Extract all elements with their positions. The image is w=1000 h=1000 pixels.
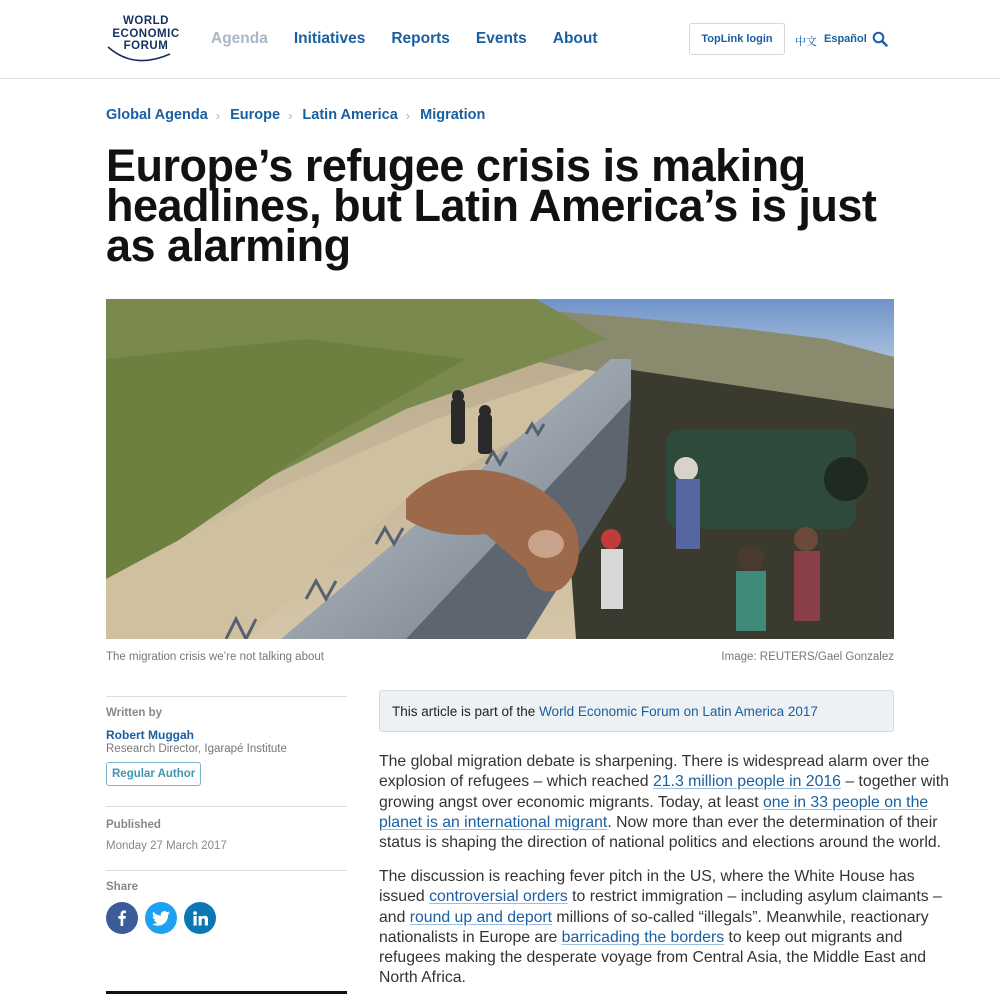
paragraph-line [379, 867, 915, 887]
article-sidebar [106, 696, 347, 934]
breadcrumb-global-agenda[interactable]: Global Agenda [106, 107, 208, 123]
p2-link-controversial-orders[interactable]: controversial orders [429, 888, 568, 906]
notice-prefix: This article is part of the [392, 704, 540, 719]
p1-text-6: status is shaping the direction of national politics and elections around the world. [379, 834, 942, 852]
sidebar-bottom-rule [106, 991, 347, 994]
article-series-notice [379, 690, 894, 732]
paragraph-line [379, 793, 929, 813]
p1-text-3: – together with [840, 773, 949, 791]
divider [106, 806, 347, 807]
paragraph-line [379, 928, 903, 948]
share-buttons [106, 902, 347, 934]
breadcrumb-migration[interactable]: Migration [420, 107, 486, 123]
logo-line-2: ECONOMIC [112, 27, 180, 40]
regular-author-badge[interactable]: Regular Author [106, 762, 201, 786]
facebook-icon [115, 910, 129, 926]
p1-link-refugees-2016[interactable]: 21.3 million people in 2016 [653, 773, 841, 791]
border-fence-photo [106, 299, 894, 639]
p1-text-4: growing angst over economic migrants. Today, at least [379, 793, 763, 811]
p2-link-round-up-deport[interactable]: round up and deport [409, 908, 553, 926]
linkedin-icon [193, 911, 208, 926]
p2-text-7: to keep out migrants and [724, 928, 903, 946]
article-paragraph-1 [379, 752, 949, 853]
paragraph-line [379, 968, 894, 988]
divider [106, 870, 347, 871]
logo-line-1: WORLD [123, 15, 169, 27]
nav-about[interactable]: About [552, 30, 598, 47]
paragraph-line [379, 752, 930, 772]
wef-logo[interactable] [104, 14, 188, 66]
notice-link[interactable]: World Economic Forum on Latin America 2017 [539, 704, 818, 719]
twitter-icon [152, 911, 170, 926]
search-icon[interactable] [872, 31, 888, 47]
p2-text-4: and [379, 908, 410, 926]
published-date: Monday 27 March 2017 [106, 840, 227, 852]
p2-text-5: millions of so-called “illegals”. Meanwhile, reactionary [552, 908, 929, 926]
breadcrumb-europe[interactable]: Europe [230, 107, 281, 123]
site-header [0, 0, 1000, 79]
p1-text-1: The global migration debate is sharpening. There is widespread alarm over the [379, 753, 930, 770]
p1-link-migrants-a[interactable]: one in 33 people on the [763, 793, 929, 811]
nav-reports[interactable]: Reports [391, 30, 450, 47]
article-paragraph-2 [379, 867, 942, 989]
divider [106, 696, 347, 697]
author-name[interactable]: Robert Muggah [106, 728, 194, 742]
language-spanish-link[interactable]: Español [824, 33, 867, 45]
p2-link-barricading-borders[interactable]: barricading the borders [561, 928, 725, 946]
p2-text-1: The discussion is reaching fever pitch in the US, where the White House has [379, 868, 915, 885]
article-title: Europe’s refugee crisis is making headlines, but Latin America’s is just as alarming [106, 140, 877, 271]
p2-text-8: refugees making the desperate voyage from Central Asia, the Middle East and [379, 949, 927, 967]
paragraph-line [379, 908, 929, 928]
main-nav [211, 30, 624, 48]
chevron-right-icon: › [215, 107, 221, 123]
p1-text-5: . Now more than ever the determination of their [607, 813, 938, 831]
p2-text-9: North Africa. [379, 969, 466, 987]
published-label: Published [106, 819, 161, 831]
breadcrumb-latin-america[interactable]: Latin America [302, 107, 398, 123]
paragraph-line [379, 833, 942, 853]
hero-image [106, 299, 894, 639]
image-credit: Image: REUTERS/Gael Gonzalez [721, 651, 894, 663]
linkedin-share-button[interactable] [184, 902, 216, 934]
nav-agenda[interactable]: Agenda [211, 30, 268, 47]
p1-text-2: explosion of refugees – which reached [379, 773, 653, 791]
language-chinese-link[interactable]: 中文 [795, 35, 817, 48]
written-by-label: Written by [106, 707, 163, 719]
p2-text-3: to restrict immigration – including asylum claimants – [567, 888, 942, 906]
paragraph-line [379, 948, 927, 968]
p2-text-6: nationalists in Europe are [379, 928, 562, 946]
toplink-login-button[interactable]: TopLink login [689, 23, 785, 55]
breadcrumb [106, 107, 485, 123]
paragraph-line [379, 813, 938, 833]
author-role: Research Director, Igarapé Institute [106, 743, 287, 755]
chevron-right-icon: › [288, 107, 293, 123]
nav-events[interactable]: Events [475, 30, 527, 47]
p2-text-2: issued [379, 888, 430, 906]
share-label: Share [106, 881, 138, 893]
logo-line-3: FORUM [123, 40, 169, 52]
twitter-share-button[interactable] [145, 902, 177, 934]
logo-swoosh-icon [104, 14, 188, 66]
facebook-share-button[interactable] [106, 902, 138, 934]
paragraph-line [379, 772, 949, 792]
nav-initiatives[interactable]: Initiatives [293, 30, 366, 47]
paragraph-line [379, 887, 942, 907]
chevron-right-icon: › [405, 107, 411, 123]
p1-link-migrants-b[interactable]: planet is an international migrant [379, 813, 608, 831]
image-caption: The migration crisis we’re not talking about [106, 651, 324, 663]
